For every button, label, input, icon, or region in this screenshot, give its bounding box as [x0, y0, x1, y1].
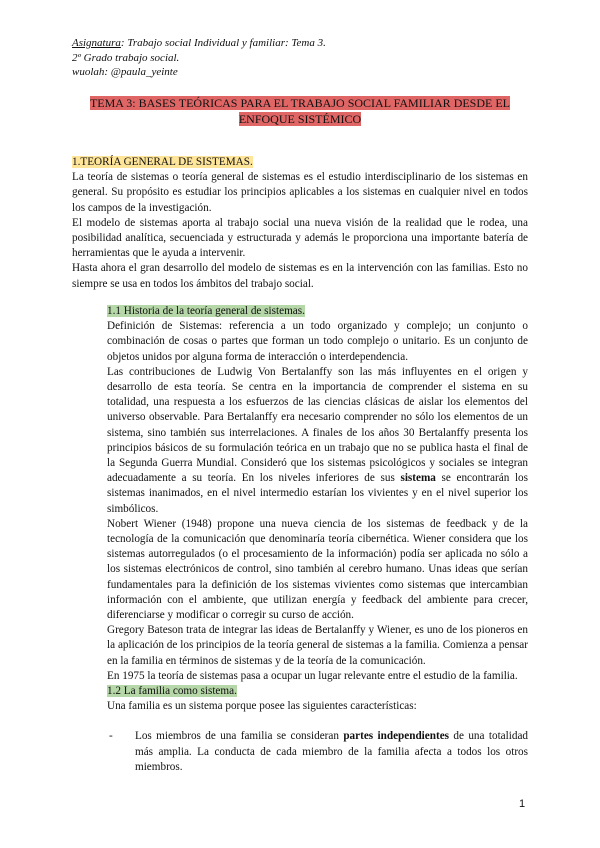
section-1-2 — [107, 684, 528, 775]
grade-line: 2º Grado trabajo social. — [72, 51, 180, 64]
document-header — [72, 36, 326, 80]
section-1-2-heading: 1.2 La familia como sistema. — [107, 685, 237, 697]
title-line-2: ENFOQUE SISTÉMICO — [238, 112, 362, 126]
page-number: 1 — [519, 798, 526, 810]
bold-text: partes independientes — [343, 730, 450, 743]
bold-text: sistema — [400, 472, 436, 485]
list-item — [107, 729, 528, 775]
paragraph: La teoría de sistemas o teoría general de sistemas es el estudio interdisciplinario de los sistemas en general. Su propósito es estudiar los principios aplicables a los sistemas en cualquier nivel en todos los campos de la investigación. — [72, 171, 528, 214]
section-1-1 — [107, 304, 528, 684]
text: Las contribuciones de Ludwig Von Bertalanffy son las más influyentes en el origen y desarrollo de esta teoría. Se centra en la importancia de comprender el sistema en su totalidad, una respuesta a los esfuerzos de las ciencias clásicas de aislar los elementos del universo observable. Para Bertalanffy era necesario comprender no sólo los elementos de un sistema, sino también sus interrelaciones. A finales de los años 30 Bertalanffy presenta los principios básicos de su formulación teórica en un trabajo que no se publica hasta el final de la Segunda Guerra Mundial. Consideró que los sistemas psicológicos y sociales se integran adecuadamente a su teoría. En los niveles inferiores de sus — [107, 365, 528, 485]
title-line-1: TEMA 3: BASES TEÓRICAS PARA EL TRABAJO SOCIAL FAMILIAR DESDE EL — [89, 96, 511, 110]
paragraph: Gregory Bateson trata de integrar las ideas de Bertalanffy y Wiener, es uno de los pioneros en la aplicación de los principios de la teoría general de sistemas a la familia. Comienza a pensar en la familia en términos de sistemas y de la teoría de la comunicación. — [107, 624, 528, 667]
paragraph — [107, 365, 528, 517]
author-line: wuolah: @paula_yeinte — [72, 66, 178, 78]
bullet-dash: - — [109, 730, 113, 743]
paragraph: Una familia es un sistema porque posee las siguientes características: — [107, 700, 417, 713]
paragraph: El modelo de sistemas aporta al trabajo social una nueva visión de la realidad que le rodea, una posibilidad analítica, secuenciada y estructurada y además le proporciona una importante batería de herramientas que le ayuda a intervenir. — [72, 216, 528, 260]
section-1-heading: 1.TEORÍA GENERAL DE SISTEMAS. — [72, 156, 253, 168]
text: Los miembros de una familia se consideran — [135, 730, 344, 743]
subject-value: : Trabajo social Individual y familiar: Tema 3. — [120, 37, 326, 49]
text: se encontrarán los sistemas inanimados, en el nivel intermedio estarían los vivientes y en el nivel superior los simbólicos. — [107, 472, 528, 515]
page-title — [72, 95, 528, 127]
paragraph: Definición de Sistemas: referencia a un todo organizado y complejo; un conjunto o combinación de cosas o partes que forman un todo complejo o unitario. Es un conjunto de objetos unidos por alguna forma de interacción o interdependencia. — [107, 320, 528, 363]
paragraph: Nobert Wiener (1948) propone una nueva ciencia de los sistemas de feedback y de la tecnología de la comunicación que denominaría teoría cibernética. Wiener considera que los sistemas autorregulados (o el procesamiento de la información) podía ser aplicada no sólo a los sistemas electrónicos de control, sino también al cerebro humano. Unas ideas que serían fundamentales para la definición de los sistemas vivientes como sistemas que intercambian información con el ambiente, que utilizan energía y feedback del ambiente para crecer, diferenciarse y modificar o corregir su curso de acción. — [107, 517, 528, 622]
paragraph: En 1975 la teoría de sistemas pasa a ocupar un lugar relevante entre el estudio de la familia. — [107, 669, 518, 682]
section-1-1-heading: 1.1 Historia de la teoría general de sistemas. — [107, 305, 305, 317]
paragraph: Hasta ahora el gran desarrollo del modelo de sistemas es en la intervención con las familias. Esto no siempre se usa en todos los ámbitos del trabajo social. — [72, 262, 528, 290]
text: de una totalidad más amplia. La conducta de cada miembro de la familia afecta a todos los otros miembros. — [135, 730, 529, 773]
section-1 — [72, 155, 528, 292]
subject-label: Asignatura — [72, 37, 121, 49]
